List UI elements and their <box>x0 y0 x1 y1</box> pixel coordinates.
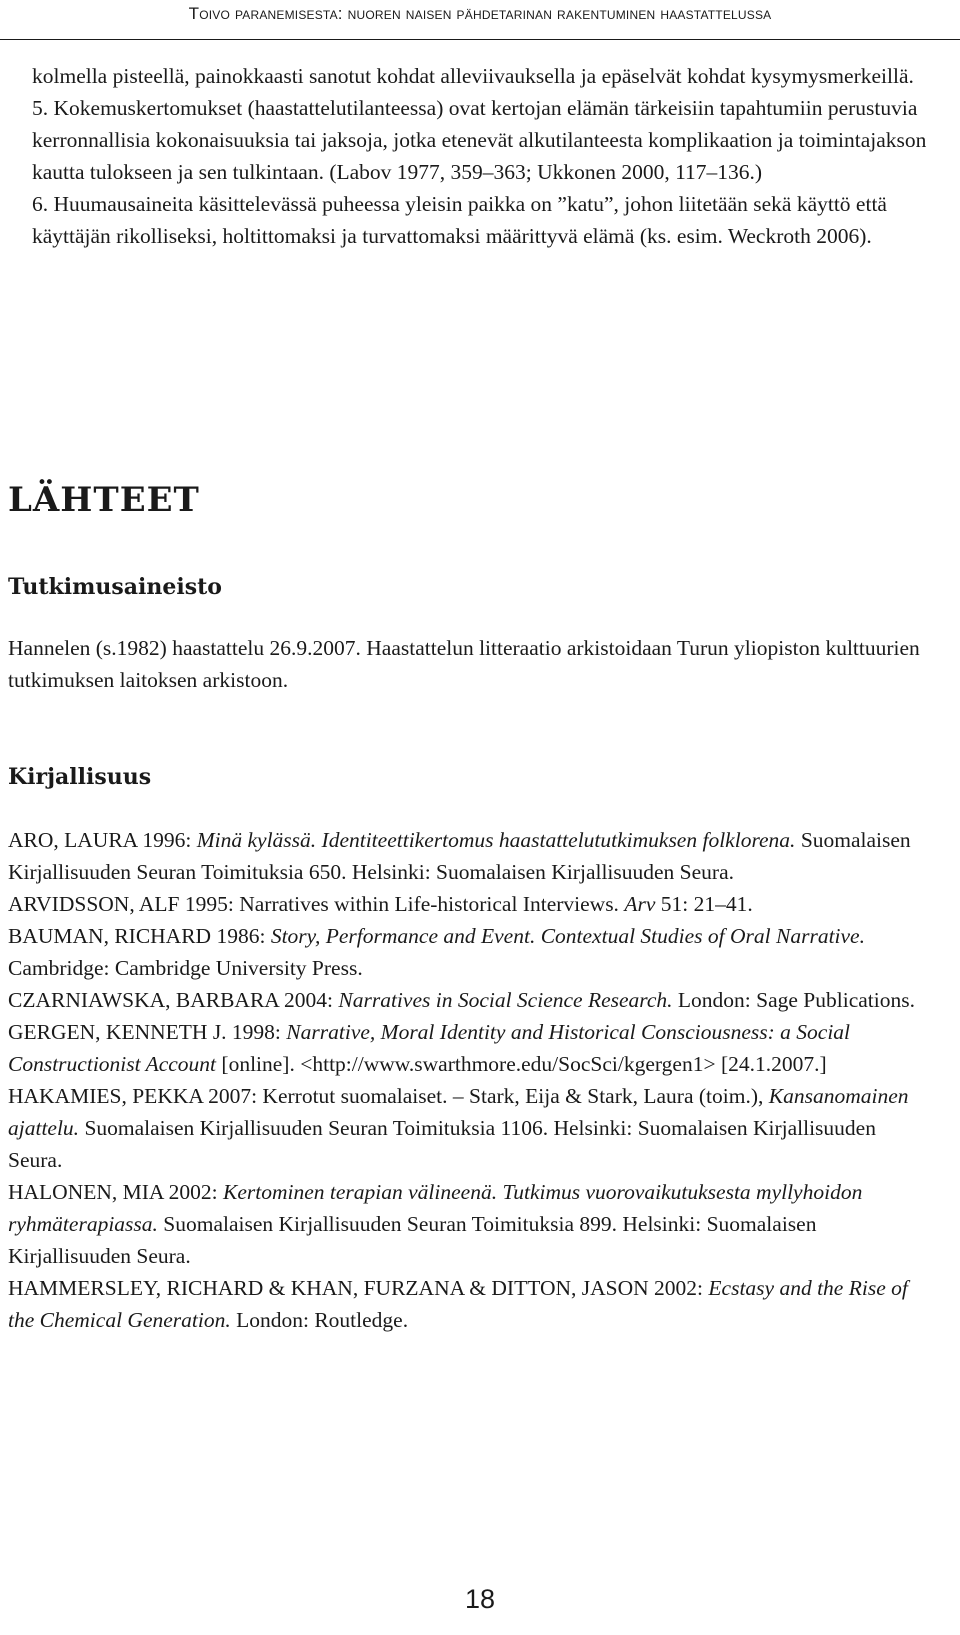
footnotes <box>32 60 934 252</box>
reference-entry: HALONEN, MIA 2002: Kertominen terapian välineenä. Tutkimus vuorovaikutuksesta myllyhoidon ryhmäterapiassa. Suomalaisen Kirjallisuuden Seuran Toimituksia 899. Helsinki: Suomalaisen Kirjallisuuden Seura. <box>8 1180 863 1268</box>
sources-heading: LÄHTEET <box>8 480 200 520</box>
reference-entry: HAMMERSLEY, RICHARD & KHAN, FURZANA & DITTON, JASON 2002: Ecstasy and the Rise of the Chemical Generation. London: Routledge. <box>8 1276 908 1332</box>
reference-entry: BAUMAN, RICHARD 1986: Story, Performance and Event. Contextual Studies of Oral Narrative. Cambridge: Cambridge University Press. <box>8 924 865 980</box>
header-rule <box>0 39 960 40</box>
reference-list <box>8 824 934 1336</box>
note-4-continuation: kolmella pisteellä, painokkaasti sanotut kohdat alleviivauksella ja epäselvät kohdat kysymysmerkeillä. <box>32 64 914 88</box>
research-material-heading: Tutkimusaineisto <box>8 574 222 600</box>
reference-entry: CZARNIAWSKA, BARBARA 2004: Narratives in Social Science Research. London: Sage Publications. <box>8 988 915 1012</box>
running-header: Toivo paranemisesta: nuoren naisen pähdetarinan rakentuminen haastattelussa <box>188 4 772 23</box>
literature-heading: Kirjallisuus <box>8 764 152 790</box>
reference-entry: ARO, LAURA 1996: Minä kylässä. Identiteettikertomus haastattelututkimuksen folklorena. Suomalaisen Kirjallisuuden Seuran Toimituksia 650. Helsinki: Suomalaisen Kirjallisuuden Seura. <box>8 828 911 884</box>
page-number: 18 <box>464 1584 496 1614</box>
note-6: 6. Huumausaineita käsittelevässä puheessa yleisin paikka on ”katu”, johon liitetään sekä käyttö että käyttäjän rikolliseksi, holtittomaksi ja turvattomaksi määrittyvä elämä (ks. esim. Weckroth 2006). <box>32 192 887 248</box>
reference-entry: HAKAMIES, PEKKA 2007: Kerrotut suomalaiset. – Stark, Eija & Stark, Laura (toim.), Kansanomainen ajattelu. Suomalaisen Kirjallisuuden Seuran Toimituksia 1106. Helsinki: Suomalaisen Kirjallisuuden Seura. <box>8 1084 909 1172</box>
research-material-text <box>8 632 934 696</box>
reference-entry: ARVIDSSON, ALF 1995: Narratives within Life-historical Interviews. Arv 51: 21–41. <box>8 892 753 916</box>
note-5: 5. Kokemuskertomukset (haastattelutilanteessa) ovat kertojan elämän tärkeisiin tapahtumiin perustuvia kerronnallisia kokonaisuuksia tai jaksoja, jotka etenevät alkutilanteesta komplikaation ja toimintajakson kautta tulokseen ja sen tulkintaan. (Labov 1977, 359–363; Ukkonen 2000, 117–136.) <box>32 96 927 184</box>
reference-entry: GERGEN, KENNETH J. 1998: Narrative, Moral Identity and Historical Consciousness: a Social Constructionist Account [online]. <http://www.swarthmore.edu/SocSci/kgergen1> [24.1.2007.] <box>8 1020 851 1076</box>
research-material-entry: Hannelen (s.1982) haastattelu 26.9.2007. Haastattelun litteraatio arkistoidaan Turun yliopiston kulttuurien tutkimuksen laitoksen arkistoon. <box>8 636 920 692</box>
